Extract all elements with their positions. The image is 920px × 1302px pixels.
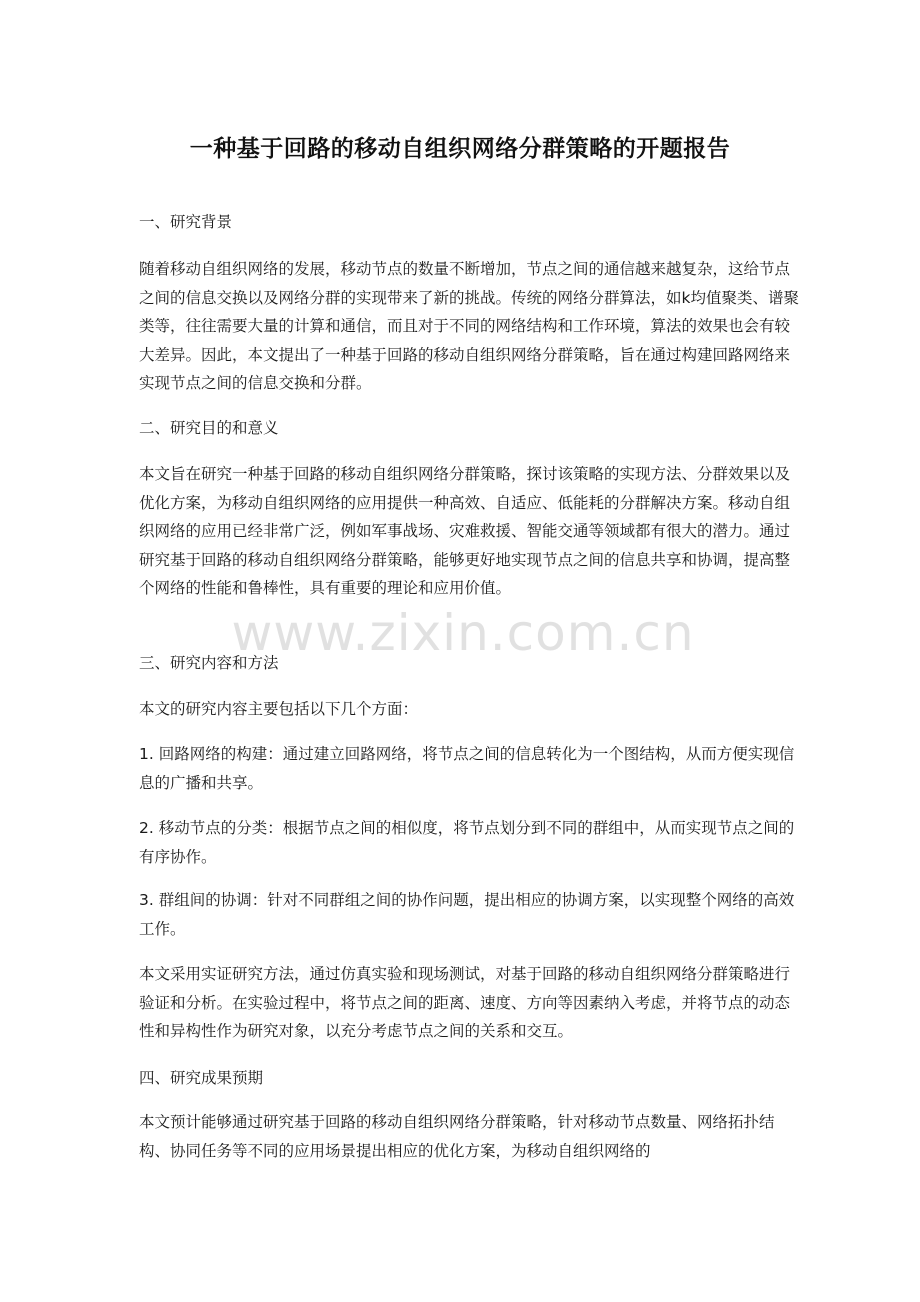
section-heading-content: 三、研究内容和方法 — [139, 654, 279, 672]
paragraph-expected-results: 本文预计能够通过研究基于回路的移动自组织网络分群策略，针对移动节点数量、网络拓扑结构、协同任务等不同的应用场景提出相应的优化方案，为移动自组织网络的 — [139, 1113, 775, 1160]
section-heading-background: 一、研究背景 — [139, 213, 233, 231]
list-item-node-classification: 2. 移动节点的分类：根据节点之间的相似度，将节点划分到不同的群组中，从而实现节点之间的有序协作。 — [139, 819, 795, 866]
list-item-group-coordination: 3. 群组间的协调：针对不同群组之间的协作问题，提出相应的协调方案，以实现整个网络的高效工作。 — [139, 891, 795, 938]
paragraph-content-intro: 本文的研究内容主要包括以下几个方面： — [139, 700, 419, 718]
paragraph-background: 随着移动自组织网络的发展，移动节点的数量不断增加，节点之间的通信越来越复杂，这给节点之间的信息交换以及网络分群的实现带来了新的挑战。传统的网络分群算法，如k均值聚类、谱聚类等，往往需要大量的计算和通信，而且对于不同的网络结构和工作环境，算法的效果也会有较大差异。因此，本文提出了一种基于回路的移动自组织网络分群策略，旨在通过构建回路网络来实现节点之间的信息交换和分群。 — [139, 260, 799, 392]
paragraph-methods: 本文采用实证研究方法，通过仿真实验和现场测试，对基于回路的移动自组织网络分群策略进行验证和分析。在实验过程中，将节点之间的距离、速度、方向等因素纳入考虑，并将节点的动态性和异构性作为研究对象，以充分考虑节点之间的关系和交互。 — [139, 965, 791, 1040]
document-title: 一种基于回路的移动自组织网络分群策略的开题报告 — [189, 136, 731, 162]
list-item-loop-network: 1. 回路网络的构建：通过建立回路网络，将节点之间的信息转化为一个图结构，从而方便实现信息的广播和共享。 — [139, 745, 795, 792]
section-heading-expected-results: 四、研究成果预期 — [139, 1069, 264, 1087]
watermark: www.zixin.com.cn — [231, 604, 695, 662]
paragraph-purpose: 本文旨在研究一种基于回路的移动自组织网络分群策略，探讨该策略的实现方法、分群效果以及优化方案，为移动自组织网络的应用提供一种高效、自适应、低能耗的分群解决方案。移动自组织网络的应用已经非常广泛，例如军事战场、灾难救援、智能交通等领域都有很大的潜力。通过研究基于回路的移动自组织网络分群策略，能够更好地实现节点之间的信息共享和协调，提高整个网络的性能和鲁棒性，具有重要的理论和应用价值。 — [139, 465, 791, 597]
section-heading-purpose: 二、研究目的和意义 — [139, 419, 279, 437]
